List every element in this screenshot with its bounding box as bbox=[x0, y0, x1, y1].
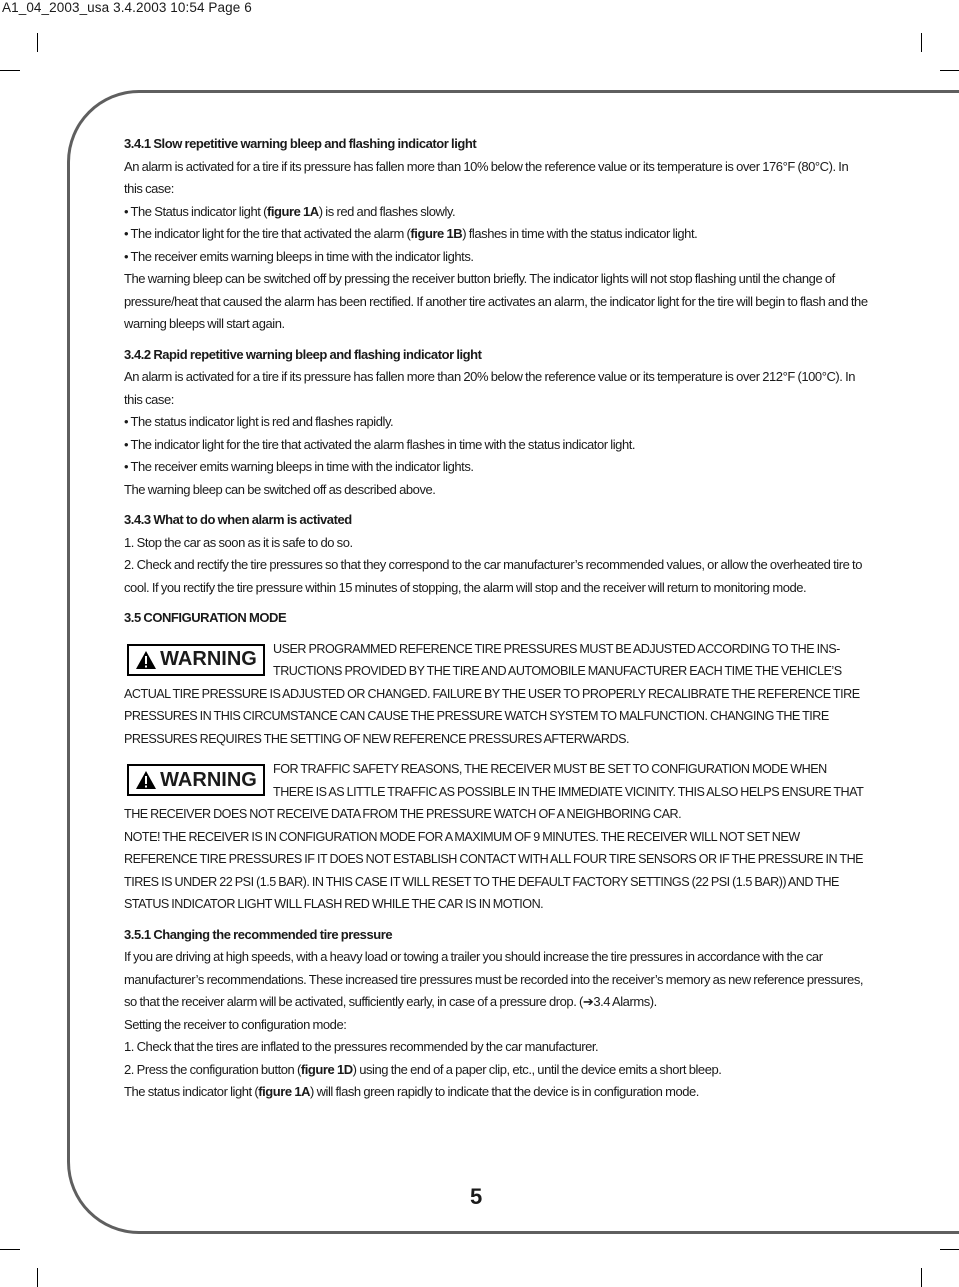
section-3-5 bbox=[124, 607, 868, 916]
figure-reference: figure 1A bbox=[258, 1084, 311, 1099]
section-3-5-1 bbox=[124, 924, 868, 1104]
bullet-item: • The Status indicator light (figure 1A) is red and flashes slowly. bbox=[124, 203, 456, 219]
warning-text: USER PROGRAMMED REFERENCE TIRE PRESSURES MUST BE ADJUSTED ACCORDING TO THE INS-TRUCTIONS PROVIDED BY THE TIRE AND AUTOMOBILE MANUFACTURER EACH TIME THE VEHICLE’S ACTUAL TIRE PRESSURE IS ADJUSTED OR CHANGED. FAILURE BY THE USER TO PROPERLY RECALIBRATE THE REFERENCE TIRE PRESSURES IN THIS CIRCUMSTANCE CAN CAUSE THE PRESSURE WATCH SYSTEM TO MALFUNCTION. CHANGING THE TIRE PRESSURES REQUIRES THE SETTING OF NEW REFERENCE PRESSURES AFTERWARDS. bbox=[124, 641, 860, 746]
page-number: 5 bbox=[470, 1184, 483, 1209]
crop-mark-bottom-right-vertical bbox=[921, 1268, 922, 1287]
warning-badge bbox=[127, 764, 265, 796]
section-heading: 3.5.1 Changing the recommended tire pressure bbox=[124, 926, 393, 942]
figure-reference: figure 1A bbox=[266, 203, 319, 219]
paragraph: An alarm is activated for a tire if its pressure has fallen more than 20% below the reference value or its temperature is over 212°F (100°C). In this case: bbox=[124, 369, 856, 407]
section-3-4-3 bbox=[124, 509, 868, 599]
numbered-step: 2. Press the configuration button (figure 1D) using the end of a paper clip, etc., until the device emits a short bleep. bbox=[124, 1061, 722, 1077]
warning-paragraph bbox=[124, 638, 868, 751]
warning-triangle-icon bbox=[135, 650, 157, 670]
note-paragraph: NOTE! THE RECEIVER IS IN CONFIGURATION MODE FOR A MAXIMUM OF 9 MINUTES. THE RECEIVER WILL NOT SET NEW REFERENCE TIRE PRESSURES IF IT DOES NOT ESTABLISH CONTACT WITH ALL FOUR TIRE SENSORS OR IF THE PRESSURE IN THE TIRES IS UNDER 22 PSI (1.5 BAR). IN THIS CASE IT WILL RESET TO THE DEFAULT FACTORY SETTINGS (22 PSI (1.5 BAR)) AND THE STATUS INDICATOR LIGHT WILL FLASH RED WHILE THE CAR IS IN MOTION. bbox=[124, 829, 864, 911]
bullet-item: • The receiver emits warning bleeps in time with the indicator lights. bbox=[124, 248, 474, 264]
section-3-4-2 bbox=[124, 344, 868, 502]
print-header: A1_04_2003_usa 3.4.2003 10:54 Page 6 bbox=[2, 0, 252, 15]
crop-mark-top-left-vertical bbox=[37, 33, 38, 52]
numbered-step: 1. Stop the car as soon as it is safe to do so. bbox=[124, 534, 353, 550]
bullet-item: • The indicator light for the tire that activated the alarm (figure 1B) flashes in time with the status indicator light. bbox=[124, 226, 698, 241]
section-heading: 3.4.1 Slow repetitive warning bleep and flashing indicator light bbox=[124, 136, 477, 151]
crop-mark-bottom-left-horizontal bbox=[0, 1249, 20, 1250]
paragraph: Setting the receiver to configuration mode: bbox=[124, 1016, 347, 1032]
numbered-step: 1. Check that the tires are inflated to the pressures recommended by the car manufacturer. bbox=[124, 1039, 599, 1054]
warning-label: WARNING bbox=[160, 648, 257, 671]
warning-label: WARNING bbox=[160, 768, 257, 791]
warning-badge bbox=[127, 644, 265, 676]
bullet-item: • The receiver emits warning bleeps in time with the indicator lights. bbox=[124, 459, 474, 474]
warning-text: FOR TRAFFIC SAFETY REASONS, THE RECEIVER MUST BE SET TO CONFIGURATION MODE WHEN THERE IS AS LITTLE TRAFFIC AS POSSIBLE IN THE IMMEDIATE VICINITY. THIS ALSO HELPS ENSURE THAT THE RECEIVER DOES NOT RECEIVE DATA FROM THE PRESSURE WATCH OF A NEIGHBORING CAR. bbox=[124, 762, 864, 821]
paragraph: The warning bleep can be switched off as described above. bbox=[124, 481, 436, 497]
paragraph: If you are driving at high speeds, with a heavy load or towing a trailer you should increase the tire pressures in accordance with the car manufacturer’s recommendations. These increased tire pressures must be recorded into the receiver’s memory as new reference pressures, so that the receiver alarm will be activated, sufficiently early, in case of a pressure drop. (➔3.4 Alarms). bbox=[124, 949, 864, 1009]
bullet-item: • The indicator light for the tire that activated the alarm flashes in time with the status indicator light. bbox=[124, 436, 636, 452]
bullet-item: • The status indicator light is red and flashes rapidly. bbox=[124, 414, 394, 429]
figure-reference: figure 1D bbox=[300, 1061, 353, 1077]
crop-mark-top-right-vertical bbox=[921, 33, 922, 52]
page-content bbox=[124, 133, 868, 1104]
section-heading: 3.4.3 What to do when alarm is activated bbox=[124, 512, 352, 527]
paragraph: An alarm is activated for a tire if its pressure has fallen more than 10% below the reference value or its temperature is over 176°F (80°C). In this case: bbox=[124, 158, 849, 196]
paragraph: The warning bleep can be switched off by pressing the receiver button briefly. The indicator lights will not stop flashing until the change of pressure/heat that caused the alarm has been rectified. If another tire activates an alarm, the indicator light for the tire will begin to flash and the warning bleeps will start again. bbox=[124, 271, 868, 331]
section-3-4-1 bbox=[124, 133, 868, 336]
crop-mark-bottom-left-vertical bbox=[37, 1268, 38, 1287]
section-heading: 3.4.2 Rapid repetitive warning bleep and flashing indicator light bbox=[124, 346, 482, 362]
numbered-step: 2. Check and rectify the tire pressures so that they correspond to the car manufacturer’s recommended values, or allow the overheated tire to cool. If you rectify the tire pressure within 15 minutes of stopping, the alarm will stop and the receiver will return to monitoring mode. bbox=[124, 557, 862, 595]
section-heading: 3.5 CONFIGURATION MODE bbox=[124, 610, 287, 625]
warning-paragraph bbox=[124, 758, 868, 826]
warning-triangle-icon bbox=[135, 770, 157, 790]
figure-reference: figure 1B bbox=[410, 226, 463, 241]
crop-mark-top-left-horizontal bbox=[0, 70, 20, 71]
crop-mark-bottom-right-horizontal bbox=[940, 1249, 959, 1250]
crop-mark-top-right-horizontal bbox=[940, 70, 959, 71]
paragraph: The status indicator light (figure 1A) will flash green rapidly to indicate that the device is in configuration mode. bbox=[124, 1084, 699, 1099]
